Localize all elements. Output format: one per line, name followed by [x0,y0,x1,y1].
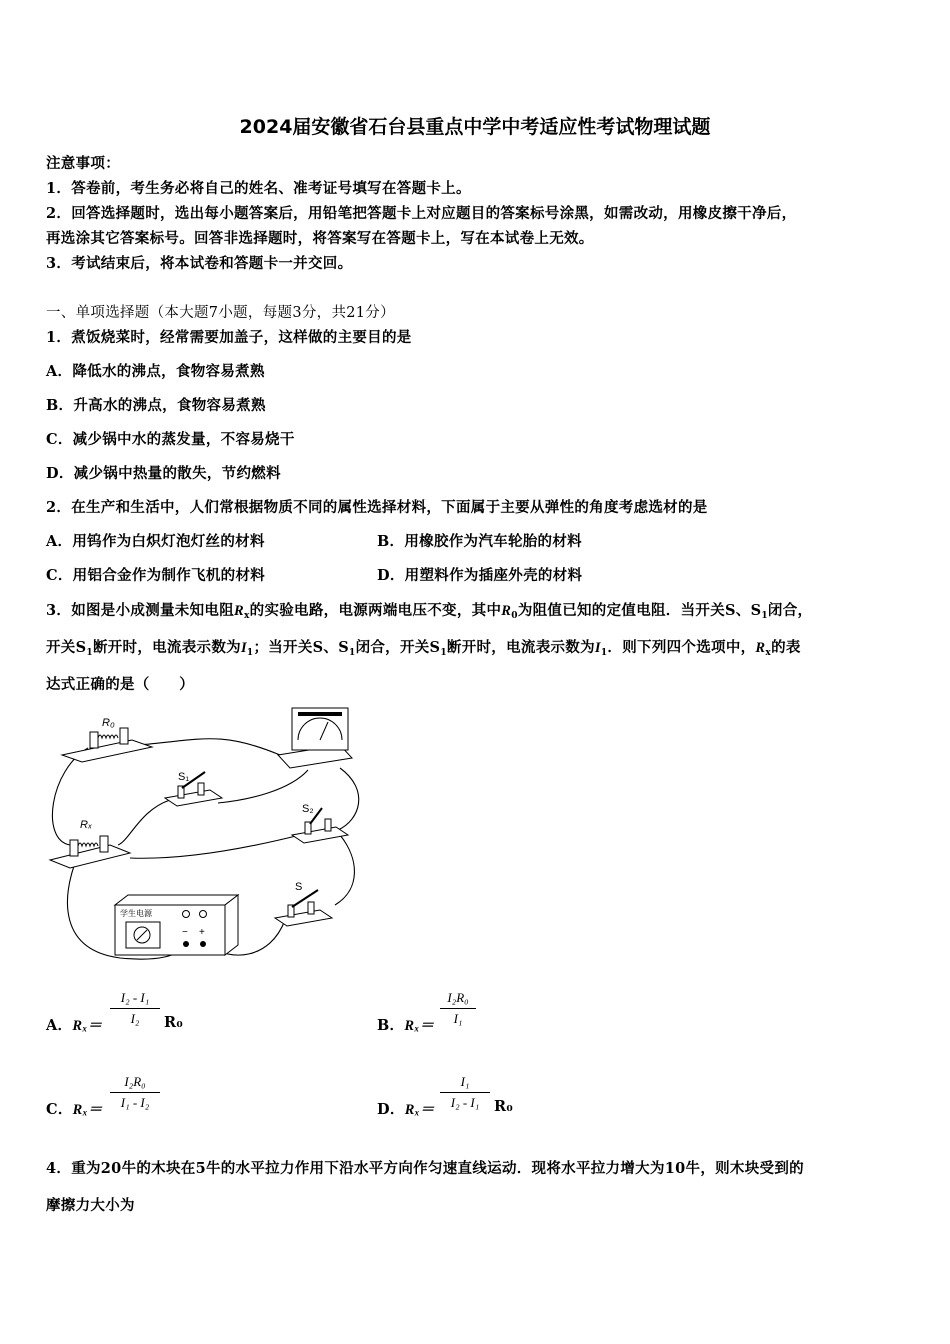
q3-option-c-fraction: I₂R₀ I₁ - I₂ [110,1074,160,1111]
s1-label: S₁ [178,771,190,783]
s-switch [275,881,332,926]
q2-option-c: C．用铝合金作为制作飞机的材料 [46,567,266,584]
section-heading: 一、单项选择题（本大题7小题，每题3分，共21分） [46,305,395,321]
q1-option-b: B．升高水的沸点，食物容易煮熟 [46,397,266,414]
q2-stem: 2．在生产和生活中，人们常根据物质不同的属性选择材料，下面属于主要从弹性的角度考虑选材的是 [46,499,708,516]
r0-resistor [62,717,152,762]
q3-option-a-tail: R₀ [164,1014,184,1031]
q4-stem-line2: 摩擦力大小为 [46,1197,135,1214]
s2-switch [292,803,348,843]
minus-label: − [182,927,188,938]
ammeter [278,708,352,768]
notice-heading: 注意事项： [46,155,120,172]
q3-stem-line2: 开关$S_1$断开时，电流表示数为$I_1$；当开关S、$S_1$闭合，开关$S_1$断开时，电流表示数为$I_1$．则下列四个选项中，$R_x$的表 [46,639,801,658]
q3-option-d-fraction: I₁ I₂ - I₁ [440,1074,490,1111]
notice-item: 再选涂其它答案标号。回答非选择题时，将答案写在答题卡上，写在本试卷上无效。 [46,230,594,247]
q2-option-a: A．用钨作为白炽灯泡灯丝的材料 [46,533,265,550]
wire [338,768,359,830]
wire [335,835,354,905]
s1-switch [165,771,222,806]
wire [130,835,300,858]
q3-option-b: B．Rₓ＝ [377,1017,435,1034]
q2-option-b: B．用橡胶作为汽车轮胎的材料 [377,533,582,550]
q1-option-a: A．降低水的沸点，食物容易煮熟 [46,363,265,380]
q4-stem-line1: 4．重为20牛的木块在5牛的水平拉力作用下沿水平方向作匀速直线运动．现将水平拉力增大为10牛，则木块受到的 [46,1160,804,1177]
s2-label: S₂ [302,803,314,815]
rx-resistor [50,819,130,868]
wire [138,739,280,755]
circuit-diagram [40,700,370,970]
q3-option-a: A．Rₓ＝ [46,1017,103,1034]
q3-option-b-fraction: I₂R₀ I₁ [440,990,476,1027]
q2-option-d: D．用塑料作为插座外壳的材料 [377,567,583,584]
plus-label: + [199,927,205,938]
q1-option-c: C．减少锅中水的蒸发量，不容易烧干 [46,431,295,448]
q1-stem: 1．煮饭烧菜时，经常需要加盖子，这样做的主要目的是 [46,329,412,346]
q3-option-a-fraction: I₂ - I₁ I₂ [110,990,160,1027]
s-label: S [295,881,303,893]
rx-label: Rₓ [80,819,93,831]
r0-label: R₀ [102,717,115,729]
wire [118,800,170,845]
power-supply [115,895,238,955]
wire [218,770,308,803]
q3-option-c: C．Rₓ＝ [46,1101,103,1118]
page-title: 2024届安徽省石台县重点中学中考适应性考试物理试题 [239,116,711,138]
notice-item: 1．答卷前，考生务必将自己的姓名、准考证号填写在答题卡上。 [46,180,471,197]
notice-item: 2．回答选择题时，选出每小题答案后，用铅笔把答题卡上对应题目的答案标号涂黑，如需改动，用橡皮擦干净后， [46,205,797,222]
q3-stem-line1: 3．如图是小成测量未知电阻$R_x$的实验电路，电源两端电压不变，其中$R_0$为阻值已知的定值电阻．当开关S、$S_1$闭合， [46,602,813,621]
notice-item: 3．考试结束后，将本试卷和答题卡一并交回。 [46,255,353,272]
q3-option-d-tail: R₀ [494,1098,514,1115]
q3-stem-line3: 达式正确的是（ ） [46,676,194,693]
q1-option-d: D．减少锅中热量的散失，节约燃料 [46,465,281,482]
q3-option-d: D．Rₓ＝ [377,1101,435,1118]
supply-label: 学生电源 [120,909,152,918]
